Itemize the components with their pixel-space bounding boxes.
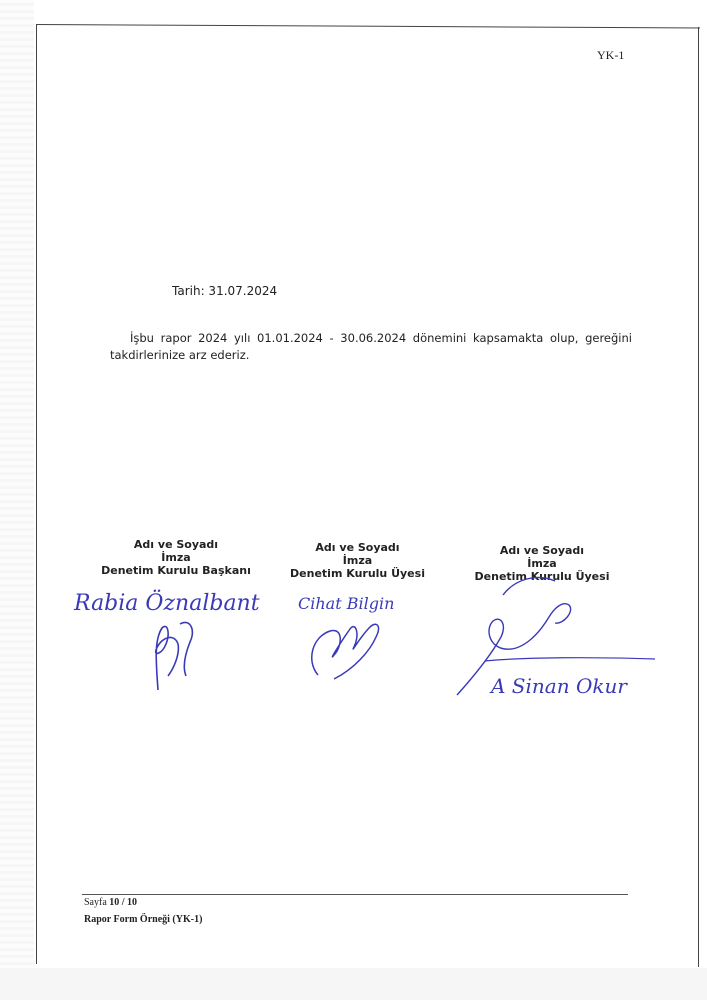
sign-label: İmza [527, 557, 557, 570]
handwritten-signature-chair [70, 582, 270, 702]
handwritten-name-chair: Rabia Öznalbant [74, 591, 260, 616]
name-label: Adı ve Soyadı [133, 538, 219, 551]
signer-title: Denetim Kurulu Üyesi [474, 570, 610, 583]
scan-edge-left [0, 0, 34, 1000]
signer-title: Denetim Kurulu Üyesi [290, 567, 425, 580]
page-frame-top [36, 24, 700, 28]
footer-page-number [84, 897, 137, 908]
handwritten-signature-member-2 [445, 565, 660, 705]
signature-block-chair [96, 538, 256, 577]
sign-label: İmza [342, 554, 373, 567]
page-frame-left [36, 24, 37, 964]
handwritten-name-member-1: Cihat Bilgin [298, 594, 395, 613]
footer-form-name: Rapor Form Örneği (YK-1) [84, 914, 203, 925]
name-label: Adı ve Soyadı [315, 541, 400, 554]
footer-divider [82, 894, 628, 895]
report-paragraph: İşbu rapor 2024 yılı 01.01.2024 - 30.06.2024 dönemini kapsamakta olup, gereğini takdirlerinize arz ederiz. [110, 331, 632, 362]
sign-label: İmza [161, 551, 191, 564]
page-prefix: Sayfa [84, 897, 110, 908]
handwritten-name-member-2: A Sinan Okur [491, 674, 627, 698]
handwritten-signature-member-1 [290, 585, 440, 685]
signer-title: Denetim Kurulu Başkanı [101, 564, 251, 577]
page-count: 10 / 10 [109, 897, 138, 908]
scan-edge-bottom [0, 968, 707, 1000]
page-frame-right [698, 27, 699, 967]
document-code: YK-1 [597, 48, 625, 62]
name-label: Adı ve Soyadı [499, 544, 585, 557]
signature-block-member-1 [280, 541, 435, 580]
report-date: Tarih: 31.07.2024 [172, 284, 278, 298]
